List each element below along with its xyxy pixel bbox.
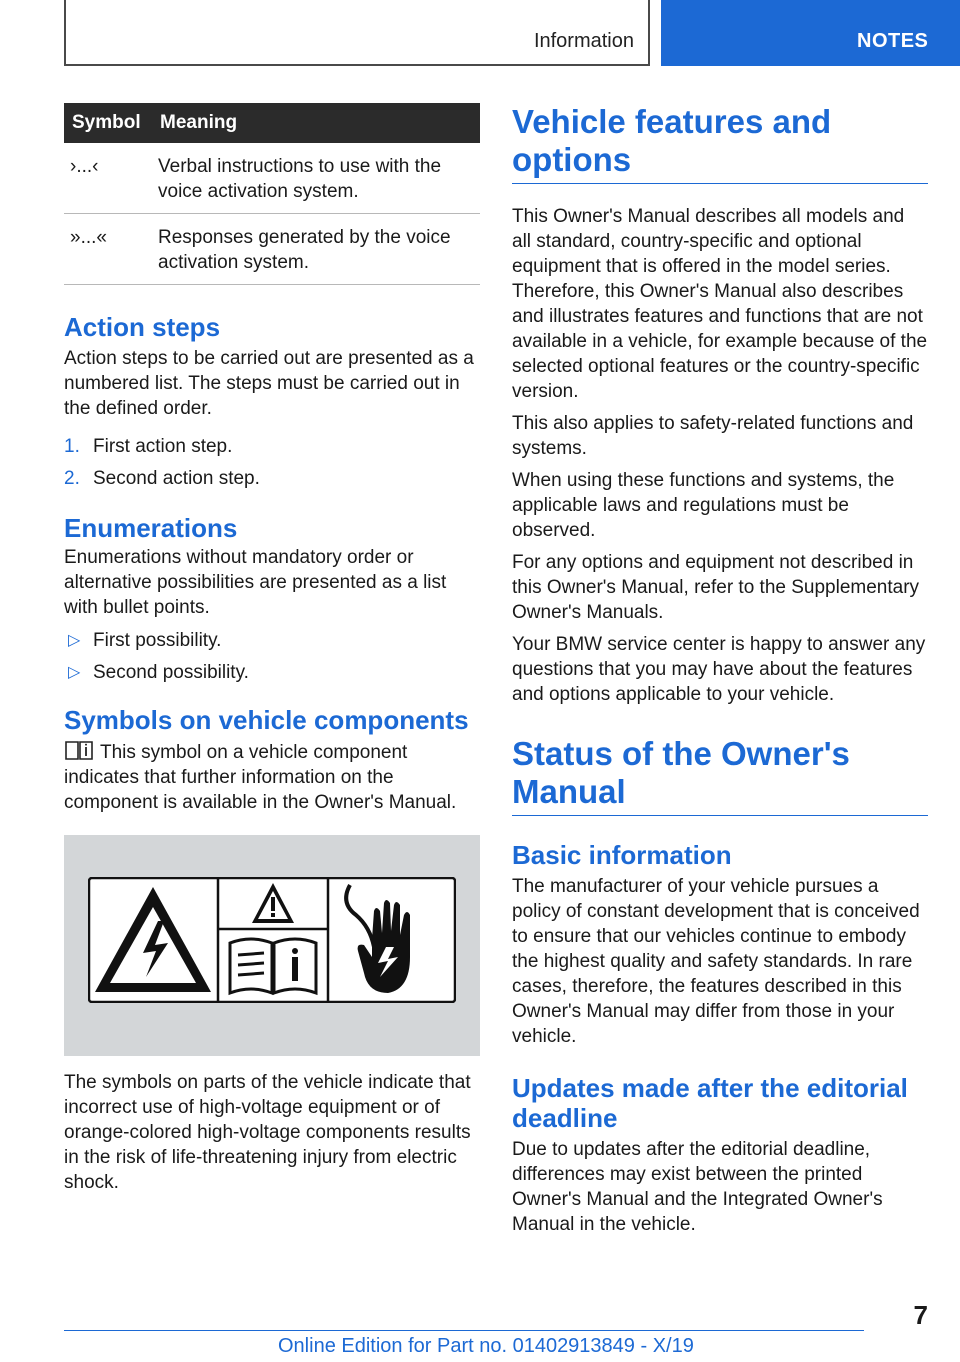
enumerations-body: Enumerations without mandatory order or alternative possibilities are presented as a list with bullet points. (64, 547, 447, 618)
step-text: First action step. (93, 436, 233, 457)
action-steps-heading: Action steps (64, 312, 221, 342)
heading-rule (512, 183, 928, 184)
warning-figure-caption: The symbols on parts of the vehicle indicate that incorrect use of high-voltage equipment or of orange-colored high-voltage components results in the risk of life-threatening injury from electric shock. (64, 1072, 471, 1193)
footer-edition: Online Edition for Part no. 01402913849 - X/19 (278, 1335, 694, 1357)
footer-rule (64, 1330, 864, 1331)
bullet-text: First possibility. (93, 630, 222, 651)
basic-information-body: The manufacturer of your vehicle pursues a policy of constant development that is conceived to ensure that our vehicles continue to embody the highest quality and safety standards. In rare cases, therefore, the features described in this Owner's Manual may differ from those in your vehicle. (512, 876, 920, 1047)
vehicle-features-paragraph: Your BMW service center is happy to answer any questions that you may have about the features and options applicable to your vehicle. (512, 634, 926, 705)
symbols-components-heading: Symbols on vehicle components (64, 705, 469, 735)
vehicle-features-paragraph: When using these functions and systems, the applicable laws and regulations must be observed. (512, 470, 895, 541)
vehicle-features-heading: Vehicle features and options (512, 103, 832, 178)
high-voltage-warning-label (88, 877, 456, 1003)
high-voltage-warning-figure (64, 835, 480, 1056)
meaning-cell: Responses generated by the voice activation system. (158, 214, 480, 285)
header-chapter-tab (661, 0, 960, 66)
enumerations-heading: Enumerations (64, 513, 238, 543)
symbol-table-header-row (64, 103, 480, 143)
meaning-column-header: Meaning (158, 103, 480, 143)
symbols-components-body (64, 739, 480, 815)
action-steps-body: Action steps to be carried out are presented as a numbered list. The steps must be carried out in the defined order. (64, 348, 474, 419)
owners-manual-icon (64, 739, 94, 761)
symbol-table (64, 103, 480, 285)
status-heading: Status of the Owner's Manual (512, 735, 850, 810)
bullet-triangle-icon: ▷ (68, 632, 81, 649)
table-row (64, 143, 480, 214)
header-section-title: Information (533, 30, 634, 52)
meaning-cell: Verbal instructions to use with the voice activation system. (158, 143, 480, 214)
header-section-box (64, 0, 650, 66)
enumerations-list (64, 628, 480, 685)
right-column (512, 103, 928, 1237)
heading-rule (512, 815, 928, 816)
list-item (64, 628, 480, 653)
symbol-cell: »...« (64, 214, 158, 285)
step-text: Second action step. (93, 468, 260, 489)
vehicle-features-paragraph: This also applies to safety-related functions and systems. (512, 413, 914, 459)
symbol-column-header: Symbol (64, 103, 158, 143)
header-chapter-label: NOTES (857, 30, 929, 52)
action-steps-list (64, 434, 480, 491)
step-number: 1. (64, 436, 80, 457)
list-item (64, 660, 480, 685)
basic-information-heading: Basic information (512, 840, 732, 870)
page-number: 7 (913, 1300, 928, 1330)
list-item (64, 466, 480, 491)
updates-heading: Updates made after the editorial deadline (512, 1073, 908, 1133)
list-item (64, 434, 480, 459)
table-row (64, 214, 480, 285)
vehicle-features-paragraph: This Owner's Manual describes all models and all standard, country-specific and optional equipment that is offered in the model series. Therefore, this Owner's Manual also describes and illustrates features and functions that are not available in a vehicle, for example because of the selected optional features or the country-specific version. (512, 206, 928, 402)
left-column (64, 103, 480, 1195)
symbols-components-text: This symbol on a vehicle component indicates that further information on the component is available in the Owner's Manual. (64, 742, 457, 813)
vehicle-features-paragraph: For any options and equipment not described in this Owner's Manual, refer to the Supplementary Owner's Manuals. (512, 552, 920, 623)
bullet-text: Second possibility. (93, 662, 249, 683)
updates-body: Due to updates after the editorial deadline, differences may exist between the printed Owner's Manual and the Integrated Owner's Manual in the vehicle. (512, 1139, 883, 1235)
symbol-cell: ›...‹ (64, 143, 158, 214)
step-number: 2. (64, 468, 80, 489)
bullet-triangle-icon: ▷ (68, 664, 81, 681)
